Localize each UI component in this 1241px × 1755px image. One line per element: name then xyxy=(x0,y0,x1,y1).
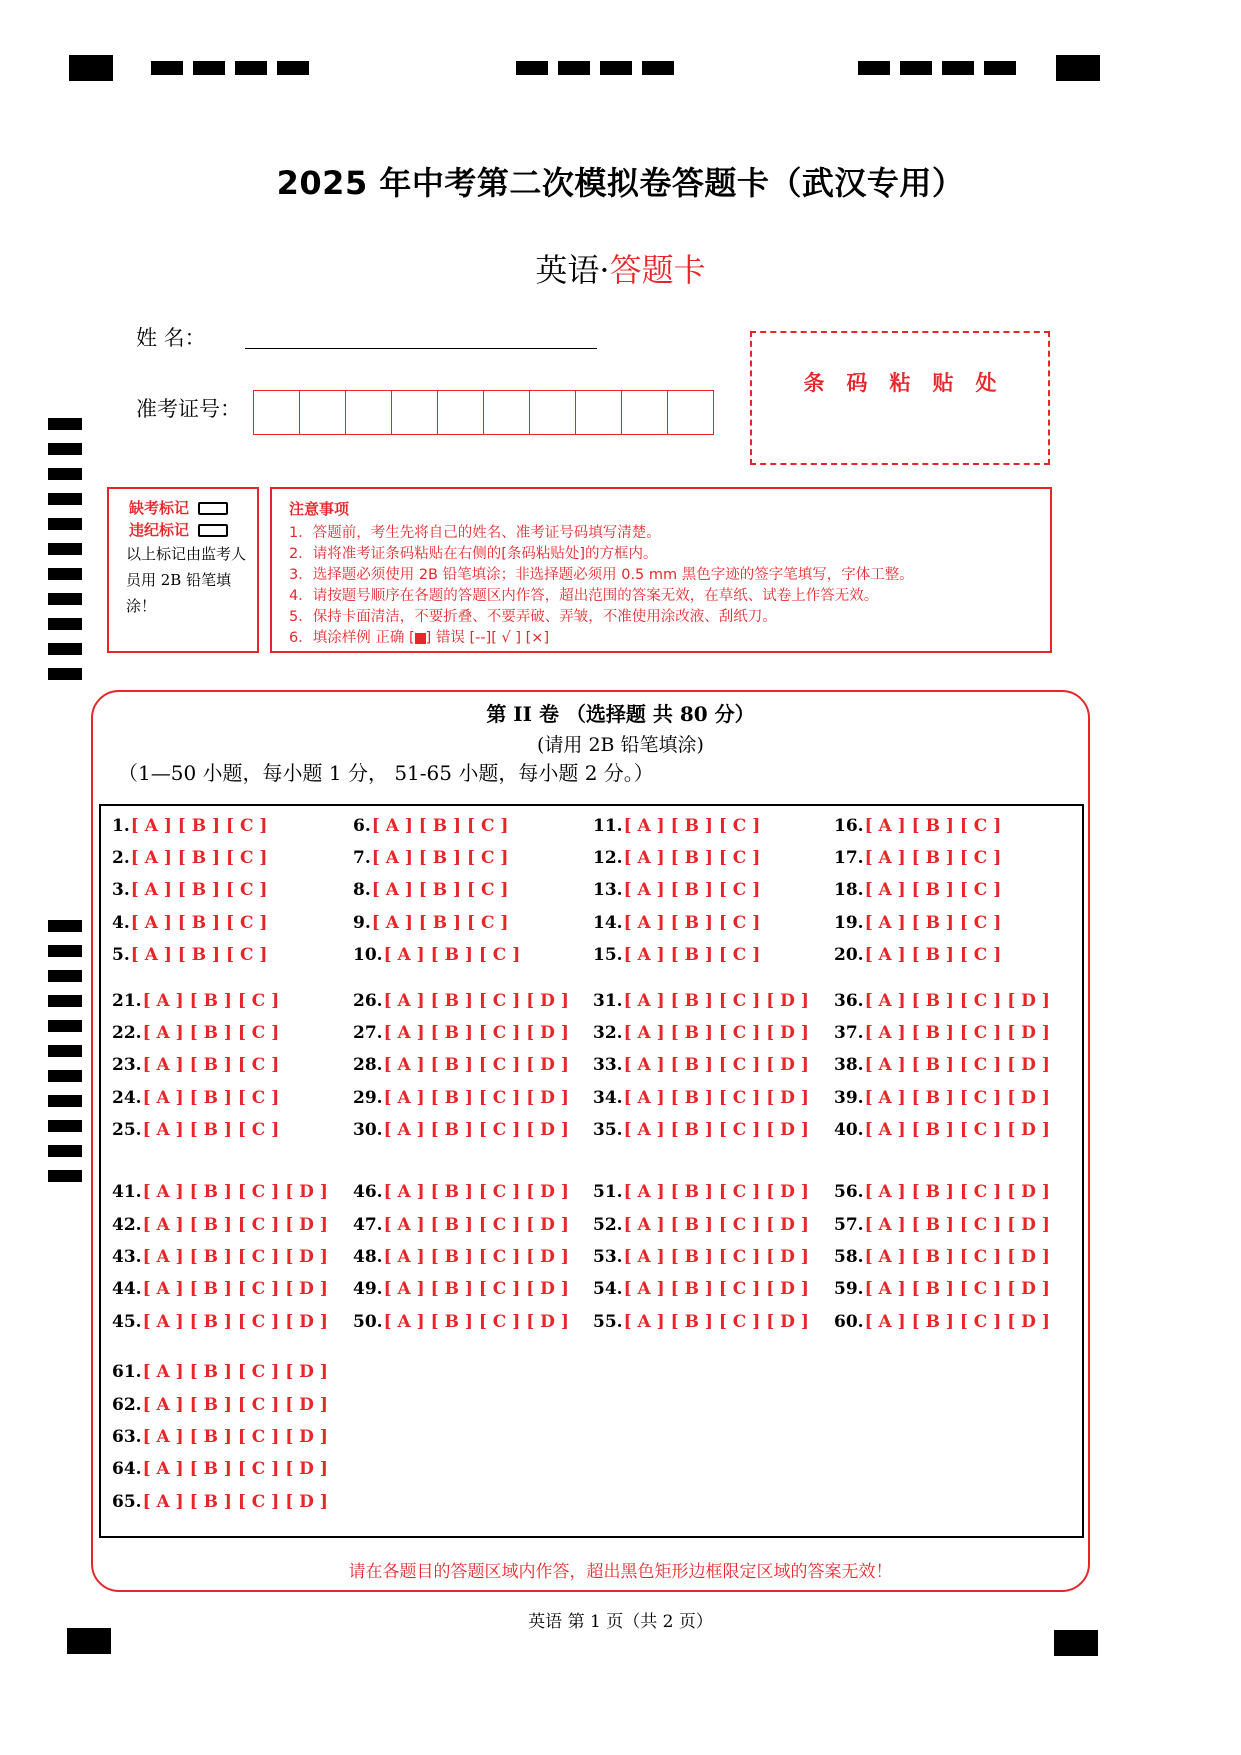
absent-mark[interactable] xyxy=(129,497,228,518)
side-mark xyxy=(48,1170,82,1182)
side-mark xyxy=(48,1020,82,1032)
answer-options[interactable]: [ A ] [ B ] [ C ] [ D ] xyxy=(142,1395,328,1415)
question-item[interactable] xyxy=(834,1023,1050,1043)
side-mark xyxy=(48,518,82,530)
answer-options[interactable]: [ A ] [ B ] [ C ] [ D ] xyxy=(623,991,809,1011)
timing-mark xyxy=(642,61,674,75)
timing-mark xyxy=(984,61,1016,75)
answer-options[interactable]: [ A ] [ B ] [ C ] xyxy=(371,880,509,900)
question-number: 51. xyxy=(593,1182,623,1202)
question-number: 17. xyxy=(834,848,864,868)
question-item[interactable] xyxy=(353,1120,569,1140)
answer-options[interactable]: [ A ] [ B ] [ C ] [ D ] xyxy=(864,1088,1050,1108)
answer-options[interactable]: [ A ] [ B ] [ C ] xyxy=(142,991,280,1011)
question-item[interactable] xyxy=(593,1182,809,1202)
question-item[interactable] xyxy=(112,1312,328,1332)
section-subtitle: (请用 2B 铅笔填涂) xyxy=(537,734,704,756)
answer-options[interactable]: [ A ] [ B ] [ C ] [ D ] xyxy=(142,1459,328,1479)
answer-options[interactable]: [ A ] [ B ] [ C ] xyxy=(130,880,268,900)
answer-options[interactable]: [ A ] [ B ] [ C ] xyxy=(142,1023,280,1043)
question-number: 26. xyxy=(353,991,383,1011)
question-number: 19. xyxy=(834,913,864,933)
question-item[interactable] xyxy=(353,991,569,1011)
answer-options[interactable]: [ A ] [ B ] [ C ] [ D ] xyxy=(142,1215,328,1235)
id-digit-box[interactable] xyxy=(484,391,530,434)
notice-item: 1．答题前，考生先将自己的姓名、准考证号码填写清楚。 xyxy=(289,525,661,541)
timing-mark xyxy=(193,61,225,75)
side-mark xyxy=(48,593,82,605)
page-title: 2025 年中考第二次模拟卷答题卡（武汉专用） xyxy=(276,164,965,202)
question-item[interactable] xyxy=(112,1459,328,1479)
question-item[interactable] xyxy=(834,945,1001,965)
answer-options[interactable]: [ A ] [ B ] [ C ] [ D ] xyxy=(383,1120,569,1140)
name-input-line[interactable] xyxy=(245,348,597,349)
notice-item-sample xyxy=(289,626,549,647)
question-item[interactable] xyxy=(353,913,508,933)
question-item[interactable] xyxy=(353,1279,569,1299)
question-item[interactable] xyxy=(112,1247,328,1267)
marks-box xyxy=(107,487,259,653)
subject-separator: · xyxy=(599,251,610,289)
answer-options[interactable]: [ A ] [ B ] [ C ] [ D ] xyxy=(383,1279,569,1299)
answer-options[interactable]: [ A ] [ B ] [ C ] [ D ] xyxy=(864,991,1050,1011)
notice-item: 2．请将准考证条码粘贴在右侧的[条码粘贴处]的方框内。 xyxy=(289,546,658,562)
question-number: 58. xyxy=(834,1247,864,1267)
question-item[interactable] xyxy=(353,1055,569,1075)
answer-options[interactable]: [ A ] [ B ] [ C ] [ D ] xyxy=(383,1215,569,1235)
question-item[interactable] xyxy=(593,848,760,868)
barcode-area[interactable]: 条码粘贴处 xyxy=(750,331,1050,465)
answer-options[interactable]: [ A ] [ B ] [ C ] xyxy=(130,848,268,868)
answer-options[interactable]: [ A ] [ B ] [ C ] [ D ] xyxy=(142,1182,328,1202)
question-number: 57. xyxy=(834,1215,864,1235)
answer-options[interactable]: [ A ] [ B ] [ C ] [ D ] xyxy=(142,1312,328,1332)
answer-options[interactable]: [ A ] [ B ] [ C ] [ D ] xyxy=(142,1279,328,1299)
question-number: 7. xyxy=(353,848,371,868)
answer-options[interactable]: [ A ] [ B ] [ C ] xyxy=(623,913,761,933)
side-mark xyxy=(48,1095,82,1107)
answer-options[interactable]: [ A ] [ B ] [ C ] [ D ] xyxy=(383,1023,569,1043)
id-digit-box[interactable] xyxy=(576,391,622,434)
subject-name: 英语 xyxy=(535,251,600,289)
id-digit-box[interactable] xyxy=(622,391,668,434)
question-number: 40. xyxy=(834,1120,864,1140)
question-item[interactable] xyxy=(112,848,267,868)
question-item[interactable] xyxy=(834,1088,1050,1108)
marks-note: 以上标记由监考人员用 2B 铅笔填涂！ xyxy=(126,545,247,615)
question-item[interactable] xyxy=(834,1247,1050,1267)
question-number: 33. xyxy=(593,1055,623,1075)
timing-mark xyxy=(858,61,890,75)
question-number: 14. xyxy=(593,913,623,933)
answer-options[interactable]: [ A ] [ B ] [ C ] xyxy=(142,1055,280,1075)
answer-options[interactable]: [ A ] [ B ] [ C ] [ D ] xyxy=(383,1247,569,1267)
question-number: 48. xyxy=(353,1247,383,1267)
question-number: 11. xyxy=(593,816,623,836)
id-digit-box[interactable] xyxy=(392,391,438,434)
answer-options[interactable]: [ A ] [ B ] [ C ] xyxy=(371,913,509,933)
question-item[interactable] xyxy=(593,1088,809,1108)
name-label: 姓 名： xyxy=(136,326,206,350)
timing-mark xyxy=(558,61,590,75)
answer-options[interactable]: [ A ] [ B ] [ C ] [ D ] xyxy=(864,1182,1050,1202)
question-item[interactable] xyxy=(353,1312,569,1332)
violation-label: 违纪标记 xyxy=(129,521,190,539)
question-item[interactable] xyxy=(112,1055,279,1075)
answer-options[interactable]: [ A ] [ B ] [ C ] [ D ] xyxy=(623,1088,809,1108)
answer-options[interactable]: [ A ] [ B ] [ C ] xyxy=(864,816,1002,836)
notice-heading: 注意事项 xyxy=(289,500,350,518)
question-number: 16. xyxy=(834,816,864,836)
question-number: 46. xyxy=(353,1182,383,1202)
answer-options[interactable]: [ A ] [ B ] [ C ] [ D ] xyxy=(623,1182,809,1202)
notice-item: 5．保持卡面清洁，不要折叠、不要弄破、弄皱，不准使用涂改液、刮纸刀。 xyxy=(289,609,777,625)
answer-options[interactable]: [ A ] [ B ] [ C ] [ D ] xyxy=(142,1427,328,1447)
question-item[interactable] xyxy=(112,1023,279,1043)
side-mark xyxy=(48,643,82,655)
question-number: 20. xyxy=(834,945,864,965)
question-number: 25. xyxy=(112,1120,142,1140)
notice-item: 3．选择题必须使用 2B 铅笔填涂；非选择题必须用 0.5 mm 黑色字迹的签字笔填写，字体工整。 xyxy=(289,567,914,583)
answer-options[interactable]: [ A ] [ B ] [ C ] [ D ] xyxy=(623,1312,809,1332)
question-item[interactable] xyxy=(593,880,760,900)
question-number: 9. xyxy=(353,913,371,933)
side-mark xyxy=(48,443,82,455)
answer-options[interactable]: [ A ] [ B ] [ C ] [ D ] xyxy=(383,1055,569,1075)
question-item[interactable] xyxy=(593,913,760,933)
question-item[interactable] xyxy=(353,1215,569,1235)
question-item[interactable] xyxy=(112,1395,328,1415)
timing-mark xyxy=(151,61,183,75)
answer-options[interactable]: [ A ] [ B ] [ C ] xyxy=(623,816,761,836)
question-item[interactable] xyxy=(593,1120,809,1140)
question-number: 64. xyxy=(112,1459,142,1479)
question-number: 5. xyxy=(112,945,130,965)
timing-mark xyxy=(69,55,113,81)
question-number: 55. xyxy=(593,1312,623,1332)
question-item[interactable] xyxy=(593,991,809,1011)
question-number: 15. xyxy=(593,945,623,965)
answer-options[interactable]: [ A ] [ B ] [ C ] [ D ] xyxy=(623,1023,809,1043)
question-number: 53. xyxy=(593,1247,623,1267)
question-item[interactable] xyxy=(593,1247,809,1267)
answer-options[interactable]: [ A ] [ B ] [ C ] [ D ] xyxy=(864,1279,1050,1299)
question-item[interactable] xyxy=(353,1088,569,1108)
absent-checkbox[interactable] xyxy=(198,502,228,515)
question-number: 13. xyxy=(593,880,623,900)
answer-options[interactable]: [ A ] [ B ] [ C ] [ D ] xyxy=(623,1055,809,1075)
id-digit-box[interactable] xyxy=(300,391,346,434)
answer-options[interactable]: [ A ] [ B ] [ C ] [ D ] xyxy=(864,1023,1050,1043)
timing-mark xyxy=(277,61,309,75)
question-number: 45. xyxy=(112,1312,142,1332)
question-number: 31. xyxy=(593,991,623,1011)
question-item[interactable] xyxy=(112,816,267,836)
question-number: 54. xyxy=(593,1279,623,1299)
timing-mark xyxy=(516,61,548,75)
question-number: 23. xyxy=(112,1055,142,1075)
question-number: 30. xyxy=(353,1120,383,1140)
question-item[interactable] xyxy=(353,880,508,900)
answer-options[interactable]: [ A ] [ B ] [ C ] [ D ] xyxy=(623,1247,809,1267)
question-number: 6. xyxy=(353,816,371,836)
question-number: 2. xyxy=(112,848,130,868)
side-mark xyxy=(48,995,82,1007)
question-number: 29. xyxy=(353,1088,383,1108)
exam-id-boxes[interactable] xyxy=(253,390,714,435)
sample-suffix: ] 错误 [--][ √ ] [×] xyxy=(425,630,550,646)
question-item[interactable] xyxy=(112,1427,328,1447)
question-item[interactable] xyxy=(112,880,267,900)
answer-options[interactable]: [ A ] [ B ] [ C ] xyxy=(371,816,509,836)
question-item[interactable] xyxy=(112,1182,328,1202)
question-number: 32. xyxy=(593,1023,623,1043)
question-number: 42. xyxy=(112,1215,142,1235)
question-number: 21. xyxy=(112,991,142,1011)
side-mark xyxy=(48,493,82,505)
timing-mark xyxy=(1054,1630,1098,1656)
question-number: 38. xyxy=(834,1055,864,1075)
question-item[interactable] xyxy=(112,1120,279,1140)
question-item[interactable] xyxy=(593,816,760,836)
question-number: 22. xyxy=(112,1023,142,1043)
question-item[interactable] xyxy=(834,913,1001,933)
question-number: 24. xyxy=(112,1088,142,1108)
answer-options[interactable]: [ A ] [ B ] [ C ] xyxy=(864,848,1002,868)
question-number: 4. xyxy=(112,913,130,933)
timing-mark xyxy=(900,61,932,75)
answer-options[interactable]: [ A ] [ B ] [ C ] xyxy=(142,1120,280,1140)
answer-options[interactable]: [ A ] [ B ] [ C ] [ D ] xyxy=(383,1182,569,1202)
answer-options[interactable]: [ A ] [ B ] [ C ] xyxy=(142,1088,280,1108)
question-item[interactable] xyxy=(834,848,1001,868)
question-item[interactable] xyxy=(834,1120,1050,1140)
question-number: 3. xyxy=(112,880,130,900)
question-item[interactable] xyxy=(834,880,1001,900)
answer-options[interactable]: [ A ] [ B ] [ C ] xyxy=(623,945,761,965)
timing-mark xyxy=(942,61,974,75)
question-item[interactable] xyxy=(112,1492,328,1512)
answer-options[interactable]: [ A ] [ B ] [ C ] [ D ] xyxy=(623,1120,809,1140)
answer-options[interactable]: [ A ] [ B ] [ C ] xyxy=(130,945,268,965)
side-mark xyxy=(48,418,82,430)
notice-item: 4．请按题号顺序在各题的答题区内作答，超出范围的答案无效，在草纸、试卷上作答无效。 xyxy=(289,588,879,604)
timing-mark xyxy=(1056,55,1100,81)
answer-options[interactable]: [ A ] [ B ] [ C ] [ D ] xyxy=(142,1492,328,1512)
question-number: 1. xyxy=(112,816,130,836)
question-number: 8. xyxy=(353,880,371,900)
question-item[interactable] xyxy=(353,1247,569,1267)
answer-options[interactable]: [ A ] [ B ] [ C ] xyxy=(383,945,521,965)
question-item[interactable] xyxy=(593,1023,809,1043)
subject-title xyxy=(0,245,1241,291)
timing-mark xyxy=(235,61,267,75)
answer-options[interactable]: [ A ] [ B ] [ C ] xyxy=(130,816,268,836)
answer-options[interactable]: [ A ] [ B ] [ C ] [ D ] xyxy=(383,1088,569,1108)
question-item[interactable] xyxy=(353,816,508,836)
answer-options[interactable]: [ A ] [ B ] [ C ] xyxy=(864,945,1002,965)
answer-options[interactable]: [ A ] [ B ] [ C ] [ D ] xyxy=(623,1279,809,1299)
answer-options[interactable]: [ A ] [ B ] [ C ] [ D ] xyxy=(864,1215,1050,1235)
id-label: 准考证号： xyxy=(136,397,241,421)
absent-label: 缺考标记 xyxy=(129,499,190,517)
answer-options[interactable]: [ A ] [ B ] [ C ] [ D ] xyxy=(864,1312,1050,1332)
timing-mark xyxy=(600,61,632,75)
answer-options[interactable]: [ A ] [ B ] [ C ] xyxy=(864,880,1002,900)
answer-options[interactable]: [ A ] [ B ] [ C ] xyxy=(371,848,509,868)
question-item[interactable] xyxy=(353,848,508,868)
question-item[interactable] xyxy=(834,1215,1050,1235)
side-mark xyxy=(48,543,82,555)
page-footer: 英语 第 1 页（共 2 页） xyxy=(528,1612,713,1632)
side-mark xyxy=(48,1120,82,1132)
answer-options[interactable]: [ A ] [ B ] [ C ] [ D ] xyxy=(383,991,569,1011)
id-digit-box[interactable] xyxy=(346,391,392,434)
card-label: 答题卡 xyxy=(609,251,706,289)
question-number: 34. xyxy=(593,1088,623,1108)
question-item[interactable] xyxy=(112,1362,328,1382)
answer-options[interactable]: [ A ] [ B ] [ C ] [ D ] xyxy=(623,1215,809,1235)
question-number: 52. xyxy=(593,1215,623,1235)
answer-options[interactable]: [ A ] [ B ] [ C ] [ D ] xyxy=(864,1120,1050,1140)
question-number: 47. xyxy=(353,1215,383,1235)
id-digit-box[interactable] xyxy=(438,391,484,434)
question-item[interactable] xyxy=(593,1215,809,1235)
side-mark xyxy=(48,568,82,580)
side-mark xyxy=(48,618,82,630)
question-item[interactable] xyxy=(593,1279,809,1299)
question-number: 18. xyxy=(834,880,864,900)
question-number: 28. xyxy=(353,1055,383,1075)
sample-prefix: 6．填涂样例 正确 [ xyxy=(289,630,415,646)
question-item[interactable] xyxy=(834,1055,1050,1075)
side-mark xyxy=(48,468,82,480)
question-item[interactable] xyxy=(353,1023,569,1043)
answer-options[interactable]: [ A ] [ B ] [ C ] [ D ] xyxy=(383,1312,569,1332)
section-title: 第 II 卷 （选择题 共 80 分） xyxy=(486,702,755,726)
question-item[interactable] xyxy=(112,1215,328,1235)
answer-warning: 请在各题目的答题区域内作答，超出黑色矩形边框限定区域的答案无效！ xyxy=(348,1562,893,1582)
question-number: 62. xyxy=(112,1395,142,1415)
question-item[interactable] xyxy=(112,945,267,965)
question-item[interactable] xyxy=(112,1279,328,1299)
question-number: 41. xyxy=(112,1182,142,1202)
id-digit-box[interactable] xyxy=(530,391,576,434)
question-number: 50. xyxy=(353,1312,383,1332)
answer-options[interactable]: [ A ] [ B ] [ C ] [ D ] xyxy=(142,1247,328,1267)
question-item[interactable] xyxy=(593,1055,809,1075)
question-number: 60. xyxy=(834,1312,864,1332)
question-number: 63. xyxy=(112,1427,142,1447)
violation-checkbox[interactable] xyxy=(198,524,228,537)
question-item[interactable] xyxy=(353,945,520,965)
filled-mark-icon xyxy=(415,633,426,644)
question-item[interactable] xyxy=(353,1182,569,1202)
side-mark xyxy=(48,1145,82,1157)
violation-mark[interactable] xyxy=(129,519,228,540)
side-mark xyxy=(48,1070,82,1082)
question-number: 44. xyxy=(112,1279,142,1299)
question-number: 56. xyxy=(834,1182,864,1202)
answer-options[interactable]: [ A ] [ B ] [ C ] xyxy=(864,913,1002,933)
answer-options[interactable]: [ A ] [ B ] [ C ] xyxy=(623,880,761,900)
side-mark xyxy=(48,1045,82,1057)
question-item[interactable] xyxy=(112,1088,279,1108)
id-digit-box[interactable] xyxy=(254,391,300,434)
question-number: 43. xyxy=(112,1247,142,1267)
question-item[interactable] xyxy=(834,1279,1050,1299)
question-number: 65. xyxy=(112,1492,142,1512)
side-mark xyxy=(48,970,82,982)
question-number: 27. xyxy=(353,1023,383,1043)
question-number: 12. xyxy=(593,848,623,868)
question-item[interactable] xyxy=(834,816,1001,836)
answer-options[interactable]: [ A ] [ B ] [ C ] [ D ] xyxy=(864,1055,1050,1075)
side-mark xyxy=(48,920,82,932)
question-number: 39. xyxy=(834,1088,864,1108)
notice-box xyxy=(270,487,1052,653)
side-mark xyxy=(48,668,82,680)
answer-options[interactable]: [ A ] [ B ] [ C ] xyxy=(623,848,761,868)
question-item[interactable] xyxy=(834,1312,1050,1332)
question-item[interactable] xyxy=(834,1182,1050,1202)
question-number: 36. xyxy=(834,991,864,1011)
answer-options[interactable]: [ A ] [ B ] [ C ] xyxy=(130,913,268,933)
question-item[interactable] xyxy=(593,945,760,965)
question-number: 10. xyxy=(353,945,383,965)
side-mark xyxy=(48,945,82,957)
question-number: 37. xyxy=(834,1023,864,1043)
question-item[interactable] xyxy=(593,1312,809,1332)
scoring-rule: （1—50 小题，每小题 1 分， 51-65 小题，每小题 2 分。） xyxy=(118,761,654,785)
question-number: 61. xyxy=(112,1362,142,1382)
question-number: 49. xyxy=(353,1279,383,1299)
id-digit-box[interactable] xyxy=(668,391,713,434)
question-item[interactable] xyxy=(112,991,279,1011)
answer-options[interactable]: [ A ] [ B ] [ C ] [ D ] xyxy=(864,1247,1050,1267)
question-number: 59. xyxy=(834,1279,864,1299)
question-number: 35. xyxy=(593,1120,623,1140)
question-item[interactable] xyxy=(834,991,1050,1011)
answer-options[interactable]: [ A ] [ B ] [ C ] [ D ] xyxy=(142,1362,328,1382)
question-item[interactable] xyxy=(112,913,267,933)
